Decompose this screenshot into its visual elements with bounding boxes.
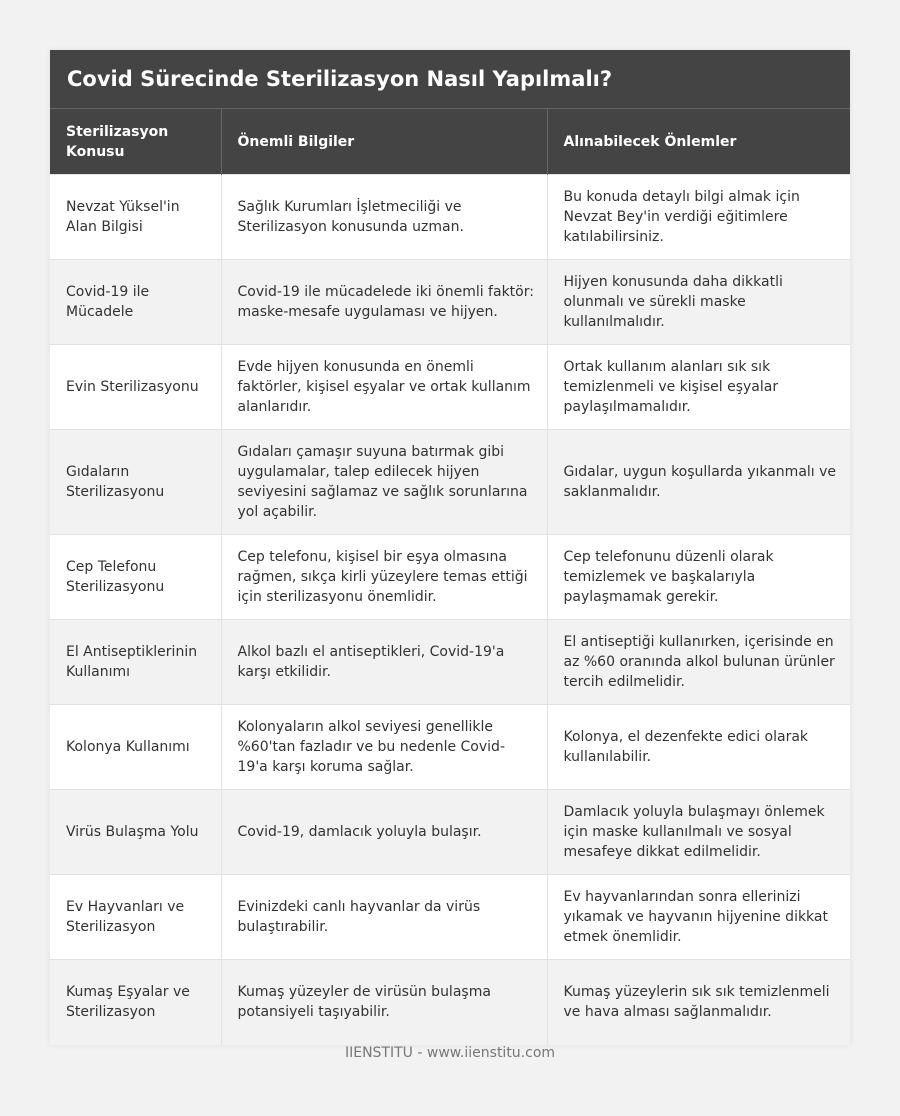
cell-topic: Kumaş Eşyalar ve Sterilizasyon [50, 960, 221, 1045]
cell-measures: Kumaş yüzeylerin sık sık temizlenmeli ve hava alması sağlanmalıdır. [547, 960, 850, 1045]
cell-info: Cep telefonu, kişisel bir eşya olmasına rağmen, sıkça kirli yüzeylere temas ettiği için sterilizasyonu önemlidir. [221, 535, 547, 620]
cell-measures: Hijyen konusunda daha dikkatli olunmalı ve sürekli maske kullanılmalıdır. [547, 260, 850, 345]
cell-topic: Kolonya Kullanımı [50, 705, 221, 790]
cell-topic: El Antiseptiklerinin Kullanımı [50, 620, 221, 705]
cell-info: Kolonyaların alkol seviyesi genellikle %60'tan fazladır ve bu nedenle Covid-19'a karşı koruma sağlar. [221, 705, 547, 790]
page-title: Covid Sürecinde Sterilizasyon Nasıl Yapılmalı? [50, 50, 850, 108]
table-row [50, 175, 850, 260]
column-header-topic: Sterilizasyon Konusu [50, 109, 221, 175]
table-row [50, 260, 850, 345]
column-header-info: Önemli Bilgiler [221, 109, 547, 175]
table-row [50, 960, 850, 1045]
cell-topic: Cep Telefonu Sterilizasyonu [50, 535, 221, 620]
cell-topic: Covid-19 ile Mücadele [50, 260, 221, 345]
cell-info: Covid-19, damlacık yoluyla bulaşır. [221, 790, 547, 875]
cell-info: Evde hijyen konusunda en önemli faktörler, kişisel eşyalar ve ortak kullanım alanlarıdır. [221, 345, 547, 430]
cell-info: Sağlık Kurumları İşletmeciliği ve Sterilizasyon konusunda uzman. [221, 175, 547, 260]
table-header-row [50, 109, 850, 175]
cell-topic: Gıdaların Sterilizasyonu [50, 430, 221, 535]
table-row [50, 875, 850, 960]
cell-measures: El antiseptiği kullanırken, içerisinde en az %60 oranında alkol bulunan ürünler tercih edilmelidir. [547, 620, 850, 705]
cell-topic: Ev Hayvanları ve Sterilizasyon [50, 875, 221, 960]
cell-measures: Ortak kullanım alanları sık sık temizlenmeli ve kişisel eşyalar paylaşılmamalıdır. [547, 345, 850, 430]
cell-measures: Kolonya, el dezenfekte edici olarak kullanılabilir. [547, 705, 850, 790]
content-card [50, 50, 850, 1045]
cell-measures: Ev hayvanlarından sonra ellerinizi yıkamak ve hayvanın hijyenine dikkat etmek önemlidir. [547, 875, 850, 960]
table-row [50, 535, 850, 620]
table-row [50, 620, 850, 705]
sterilization-table [50, 108, 850, 1045]
cell-measures: Cep telefonunu düzenli olarak temizlemek ve başkalarıyla paylaşmamak gerekir. [547, 535, 850, 620]
table-row [50, 430, 850, 535]
cell-info: Gıdaları çamaşır suyuna batırmak gibi uygulamalar, talep edilecek hijyen seviyesini sağlamaz ve sağlık sorunlarına yol açabilir. [221, 430, 547, 535]
table-row [50, 790, 850, 875]
cell-info: Alkol bazlı el antiseptikleri, Covid-19'a karşı etkilidir. [221, 620, 547, 705]
cell-topic: Virüs Bulaşma Yolu [50, 790, 221, 875]
cell-topic: Evin Sterilizasyonu [50, 345, 221, 430]
table-row [50, 705, 850, 790]
cell-measures: Gıdalar, uygun koşullarda yıkanmalı ve saklanmalıdır. [547, 430, 850, 535]
table-row [50, 345, 850, 430]
cell-info: Evinizdeki canlı hayvanlar da virüs bulaştırabilir. [221, 875, 547, 960]
cell-info: Kumaş yüzeyler de virüsün bulaşma potansiyeli taşıyabilir. [221, 960, 547, 1045]
column-header-measures: Alınabilecek Önlemler [547, 109, 850, 175]
cell-info: Covid-19 ile mücadelede iki önemli faktör: maske-mesafe uygulaması ve hijyen. [221, 260, 547, 345]
cell-measures: Bu konuda detaylı bilgi almak için Nevzat Bey'in verdiği eğitimlere katılabilirsiniz. [547, 175, 850, 260]
cell-measures: Damlacık yoluyla bulaşmayı önlemek için maske kullanılmalı ve sosyal mesafeye dikkat edilmelidir. [547, 790, 850, 875]
cell-topic: Nevzat Yüksel'in Alan Bilgisi [50, 175, 221, 260]
footer-credit: IIENSTITU - www.iienstitu.com [344, 1045, 556, 1061]
